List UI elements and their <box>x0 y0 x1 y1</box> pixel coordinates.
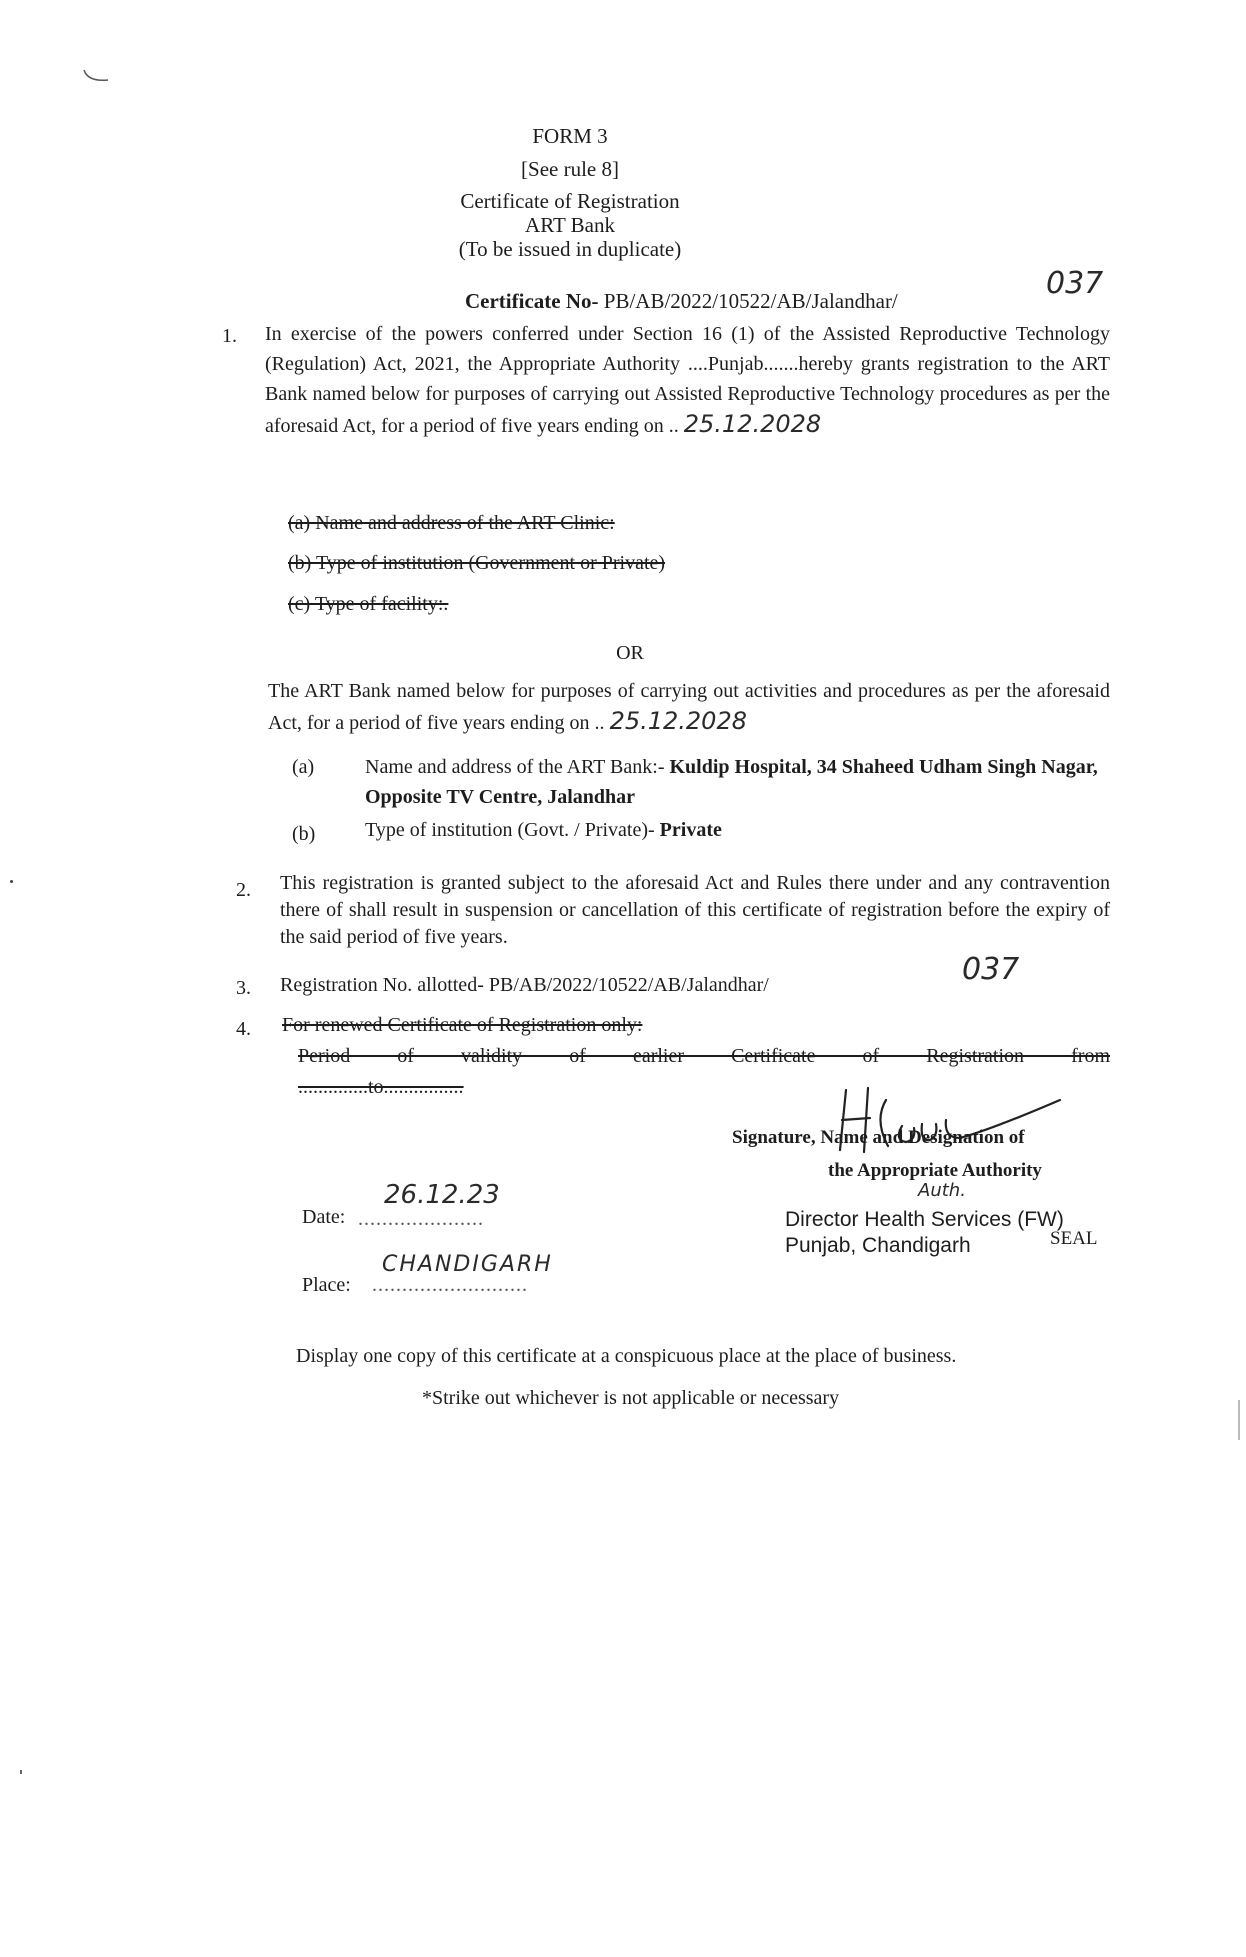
document-subtitle: ART Bank <box>525 213 615 237</box>
clinic-item-c: (c) Type of facility:. <box>288 593 449 615</box>
certificate-handwritten-number: 037 <box>1046 266 1104 301</box>
item2-text: This registration is granted subject to the aforesaid Act and Rules there under and any contravention there of shall result in suspension or cancellation of this certificate of registration before the expiry of the said period of five years. <box>280 872 1110 948</box>
item3-text <box>280 970 769 1000</box>
certificate-label: Certificate No- <box>465 289 599 313</box>
authority-handwritten-note: Auth. <box>918 1180 966 1201</box>
seal-label: SEAL <box>1050 1228 1098 1249</box>
scan-edge <box>1238 1400 1240 1440</box>
document-title: Certificate of Registration <box>460 189 680 213</box>
institution-type-value: Private <box>659 819 722 841</box>
item4-line1: Period of validity of earlier Certificate of Registration from <box>298 1045 1110 1067</box>
bank-item-b <box>365 815 722 845</box>
item2-number: 2. <box>236 879 251 901</box>
bank-name-value: Kuldip Hospital, 34 Shaheed Udham Singh Nagar, Opposite TV Centre, Jalandhar <box>365 756 1098 808</box>
date-dots: ..................... <box>358 1208 484 1230</box>
institution-type-label: Type of institution (Govt. / Private)- <box>365 819 655 841</box>
scan-speck <box>10 880 13 883</box>
bank-item-a-label: (a) <box>292 756 315 778</box>
item4-line2: ..............to................ <box>298 1076 464 1098</box>
certificate-value: PB/AB/2022/10522/AB/Jalandhar/ <box>603 289 898 313</box>
stamp-line1: Director Health Services (FW) <box>785 1208 1064 1231</box>
stamp-line2: Punjab, Chandigarh <box>785 1234 971 1257</box>
bank-handwritten-date: 25.12.2028 <box>609 707 747 735</box>
bank-item-a <box>365 752 1110 812</box>
item4-title: For renewed Certificate of Registration only: <box>282 1014 643 1036</box>
item4-number: 4. <box>236 1018 251 1040</box>
bank-text: The ART Bank named below for purposes of carrying out activities and procedures as per the aforesaid Act, for a period of five years ending on .. <box>268 680 1110 734</box>
item1-paragraph: In exercise of the powers conferred under Section 16 (1) of the Assisted Reproductive Technology (Regulation) Act, 2021, the Appropriate Authority ....Punjab.......hereby grants registration to the ART Bank named below for purposes of carrying out Assisted Reproductive Technology procedures as per the aforesaid Act, for a period of five years ending on .. <box>265 323 1110 437</box>
signature-label-line1: Signature, Name and Designation of <box>732 1127 1025 1148</box>
place-label: Place: <box>302 1274 351 1296</box>
place-handwritten: CHANDIGARH <box>382 1252 553 1277</box>
strike-out-note: *Strike out whichever is not applicable or necessary <box>422 1387 840 1409</box>
registration-handwritten-number: 037 <box>962 952 1020 987</box>
rule-reference: [See rule 8] <box>521 157 619 181</box>
or-separator: OR <box>616 642 644 664</box>
registration-label: Registration No. allotted- <box>280 974 484 996</box>
date-handwritten: 26.12.23 <box>384 1180 500 1210</box>
item3-number: 3. <box>236 977 251 999</box>
item1-number: 1. <box>222 325 237 347</box>
date-label: Date: <box>302 1206 346 1228</box>
item1-text <box>265 319 1110 441</box>
clinic-item-a: (a) Name and address of the ART Clinic: <box>288 512 615 534</box>
certificate-number <box>465 289 898 314</box>
bank-name-label: Name and address of the ART Bank:- <box>365 756 665 778</box>
place-dots: .......................... <box>372 1274 528 1296</box>
display-note: Display one copy of this certificate at a conspicuous place at the place of business. <box>296 1345 957 1367</box>
form-number: FORM 3 <box>532 124 608 148</box>
corner-mark <box>82 68 112 86</box>
bank-item-b-label: (b) <box>292 823 316 845</box>
bank-paragraph <box>268 676 1110 738</box>
clinic-item-b: (b) Type of institution (Government or Private) <box>288 552 666 574</box>
item1-handwritten-date: 25.12.2028 <box>683 410 822 438</box>
scan-speck <box>20 1770 22 1774</box>
duplicate-note: (To be issued in duplicate) <box>458 237 682 261</box>
registration-value: PB/AB/2022/10522/AB/Jalandhar/ <box>488 974 769 996</box>
signature-label-line2: the Appropriate Authority <box>828 1160 1042 1181</box>
